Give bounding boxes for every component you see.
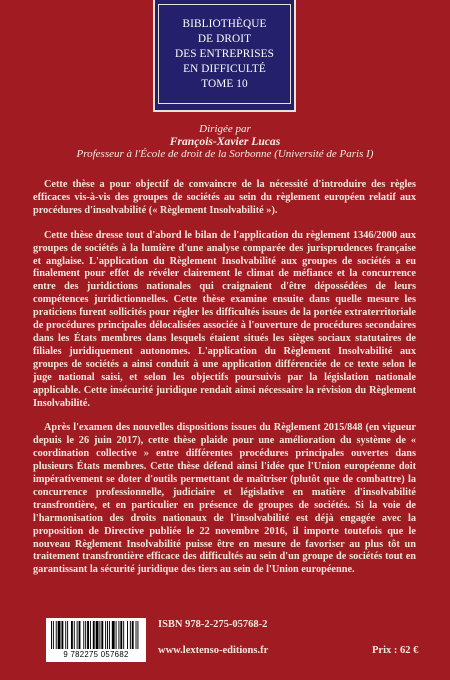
- isbn: ISBN 978-2-275-05768-2: [158, 619, 268, 630]
- barcode-bar: [65, 621, 66, 649]
- barcode-bar: [51, 621, 52, 649]
- barcode-bar: [77, 621, 78, 649]
- barcode-bar: [132, 621, 134, 649]
- series-line-3: DES ENTREPRISES: [174, 47, 275, 60]
- barcode-bar: [93, 621, 95, 649]
- editor-credit: [0, 123, 450, 161]
- barcode-bar: [99, 621, 100, 649]
- series-line-2: DE DROIT: [197, 32, 252, 45]
- barcode-bar: [87, 621, 89, 649]
- barcode-bar: [123, 621, 124, 649]
- barcode-bar: [127, 621, 128, 649]
- price: Prix : 62 €: [372, 645, 419, 656]
- barcode-bar: [85, 621, 86, 649]
- series-line-1: BIBLIOTHÈQUE: [182, 17, 267, 30]
- barcode-bar: [61, 621, 63, 649]
- barcode-bar: [83, 621, 84, 649]
- barcode-bar: [105, 621, 106, 649]
- series-line-4: EN DIFFICULTÉ: [183, 62, 266, 75]
- barcode-bar: [137, 621, 138, 649]
- barcode-bar: [109, 621, 110, 649]
- barcode-bar: [71, 621, 73, 649]
- barcode-bar: [112, 621, 115, 649]
- barcode-bar: [79, 621, 81, 649]
- barcode-bar: [116, 621, 117, 649]
- barcode-bar: [90, 621, 91, 649]
- editor-title: Professeur à l'École de droit de la Sorbonne (Université de Paris I): [76, 148, 374, 160]
- series-volume: TOME 10: [201, 77, 248, 90]
- publisher-website: www.lextenso-editions.fr: [158, 645, 269, 656]
- barcode-bar: [118, 621, 119, 649]
- summary-paragraph-3: Après l'examen des nouvelles dispositions issues du Règlement 2015/848 (en vigueur depuis le 26 juin 2017), cette thèse plaide pour une amélioration du système de « coordination collective » entre différentes procédures principales ouvertes dans plusieurs États membres. Cette thèse défend ainsi l'idée que l'Union européenne doit impérativement se doter d'outils permettant de maîtriser (plutôt que de combattre) la concurrence professionnelle, judiciaire et législative en matière d'insolvabilité transfrontière, et en particulier en présence de groupes de sociétés. Si la voie de l'harmonisation des droits nationaux de l'insolvabilité est déjà engagée avec la proposition de Directive publiée le 22 novembre 2016, il importe toutefois que le nouveau Règlement Insolvabilité puisse être en mesure de favoriser au plus tôt un traitement transfrontière efficace des difficultés au sein d'un groupe de sociétés tout en garantissant la sécurité juridique des tiers au sein de l'Union européenne.: [33, 422, 416, 576]
- barcode-bar: [136, 621, 137, 649]
- summary-paragraph-1: Cette thèse a pour objectif de convaincre de la nécessité d'introduire des règles efficaces vis-à-vis des groupes de sociétés au sein du règlement européen relatif aux procédures d'insolvabilité (« Règlement Insolvabilité »).: [33, 179, 416, 216]
- barcode-number: 9 782275 057682: [63, 650, 129, 659]
- barcode-bar: [53, 621, 54, 649]
- barcode-bar: [74, 621, 75, 649]
- barcode-bar: [101, 621, 103, 649]
- barcode-bar: [120, 621, 122, 649]
- barcode-bar: [107, 621, 108, 649]
- barcode-bar: [96, 621, 99, 649]
- barcode-bar: [130, 621, 131, 649]
- series-title-frame: [158, 4, 291, 104]
- editor-label: Dirigée par: [199, 123, 251, 135]
- barcode-bar: [56, 621, 57, 649]
- barcode-bar: [67, 621, 68, 649]
- editor-name: François-Xavier Lucas: [169, 135, 281, 148]
- barcode-bar: [58, 621, 61, 649]
- back-cover-summary: [33, 179, 416, 589]
- barcode: [46, 618, 146, 662]
- summary-paragraph-2: Cette thèse dresse tout d'abord le bilan de l'application du règlement 1346/2000 aux groupes de sociétés à la lumière d'une analyse comparée des jurisprudences française et anglaise. L'application du Règlement Insolvabilité aux groupes de sociétés a eu finalement pour effet de révéler clairement le climat de méfiance et la concurrence entre des juridictions nationales qui craignaient d'être dépossédées de leurs compétences juridictionnelles. Cette thèse examine ensuite dans quelle mesure les praticiens furent sollicités pour régler les difficultés issues de la portée extraterritoriale de procédures principales délocalisées associée à l'ouverture de procédures secondaires dans les États membres dans lesquels étaient situés les sièges sociaux statutaires de filiales juridiquement autonomes. L'application du Règlement Insolvabilité aux groupes de sociétés a ainsi conduit à une application différenciée de ce texte selon le juge national saisi, et selon les objectifs poursuivis par la législation nationale applicable. Cette insécurité juridique rendait ainsi nécessaire la révision du Règlement Insolvabilité.: [33, 229, 416, 409]
- barcode-bars: [51, 621, 141, 649]
- series-title-box: [153, 0, 296, 112]
